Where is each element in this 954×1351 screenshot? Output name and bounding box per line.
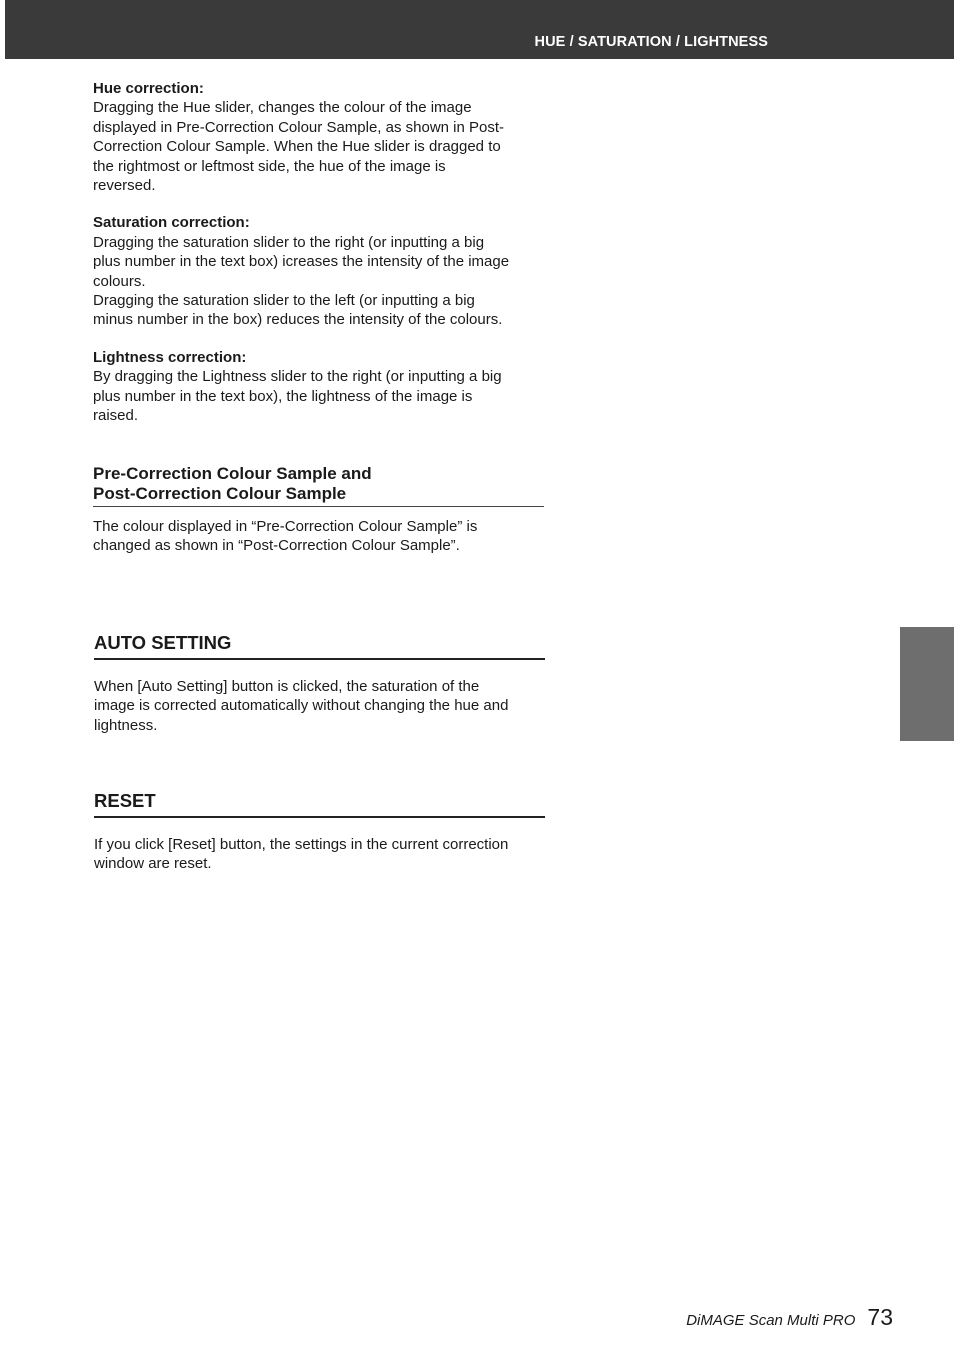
reset-body-line: If you click [Reset] button, the settings in the current correction	[94, 836, 509, 853]
header-title: HUE / SATURATION / LIGHTNESS	[534, 34, 768, 50]
saturation-correction-line: colours.	[93, 272, 146, 290]
hue-correction-line: displayed in Pre-Correction Colour Sample, as shown in Post-	[93, 118, 505, 136]
auto-setting-body-line: lightness.	[94, 716, 158, 734]
colour-sample-heading	[93, 464, 544, 507]
reset-heading: RESET	[94, 790, 545, 818]
auto-setting-body-line: When [Auto Setting] button is clicked, the saturation of the	[94, 678, 480, 695]
colour-sample-heading-line: Post-Correction Colour Sample	[93, 484, 347, 503]
saturation-correction-line: Dragging the saturation slider to the right (or inputting a big	[93, 233, 485, 251]
saturation-correction-line: Dragging the saturation slider to the left (or inputting a big	[93, 292, 475, 310]
hue-correction-heading: Hue correction:	[93, 80, 204, 97]
page-footer	[686, 1304, 893, 1331]
colour-sample-body-line: changed as shown in “Post-Correction Colour Sample”.	[93, 537, 460, 555]
lightness-correction-line: plus number in the text box), the lightness of the image is	[93, 387, 473, 405]
auto-setting-heading: AUTO SETTING	[94, 632, 545, 660]
colour-sample-heading-line: Pre-Correction Colour Sample and	[93, 464, 372, 483]
lightness-correction-block	[93, 348, 545, 426]
corrections-list	[93, 79, 545, 426]
header-bar	[5, 0, 954, 59]
hue-correction-line: Correction Colour Sample. When the Hue slider is dragged to	[93, 138, 501, 156]
colour-sample-body-line: The colour displayed in “Pre-Correction Colour Sample” is	[93, 518, 478, 535]
side-tab-marker	[900, 627, 954, 741]
reset-body-line: window are reset.	[94, 855, 212, 873]
colour-sample-body	[93, 517, 545, 556]
lightness-correction-line: raised.	[93, 407, 139, 425]
lightness-correction-line: By dragging the Lightness slider to the right (or inputting a big	[93, 368, 502, 386]
auto-setting-body	[94, 677, 546, 735]
hue-correction-block	[93, 79, 545, 195]
saturation-correction-block	[93, 213, 545, 329]
saturation-correction-heading: Saturation correction:	[93, 214, 250, 232]
hue-correction-line: the rightmost or leftmost side, the hue of the image is	[93, 157, 446, 175]
reset-body	[94, 835, 546, 874]
footer-product-name: DiMAGE Scan Multi PRO	[686, 1312, 856, 1329]
page-number: 73	[867, 1304, 893, 1330]
hue-correction-line: Dragging the Hue slider, changes the colour of the image	[93, 99, 472, 117]
saturation-correction-line: plus number in the text box) icreases the intensity of the image	[93, 253, 510, 271]
auto-setting-body-line: image is corrected automatically without changing the hue and	[94, 697, 509, 715]
lightness-correction-heading: Lightness correction:	[93, 348, 247, 366]
saturation-correction-line: minus number in the box) reduces the intensity of the colours.	[93, 311, 503, 329]
hue-correction-line: reversed.	[93, 177, 156, 195]
